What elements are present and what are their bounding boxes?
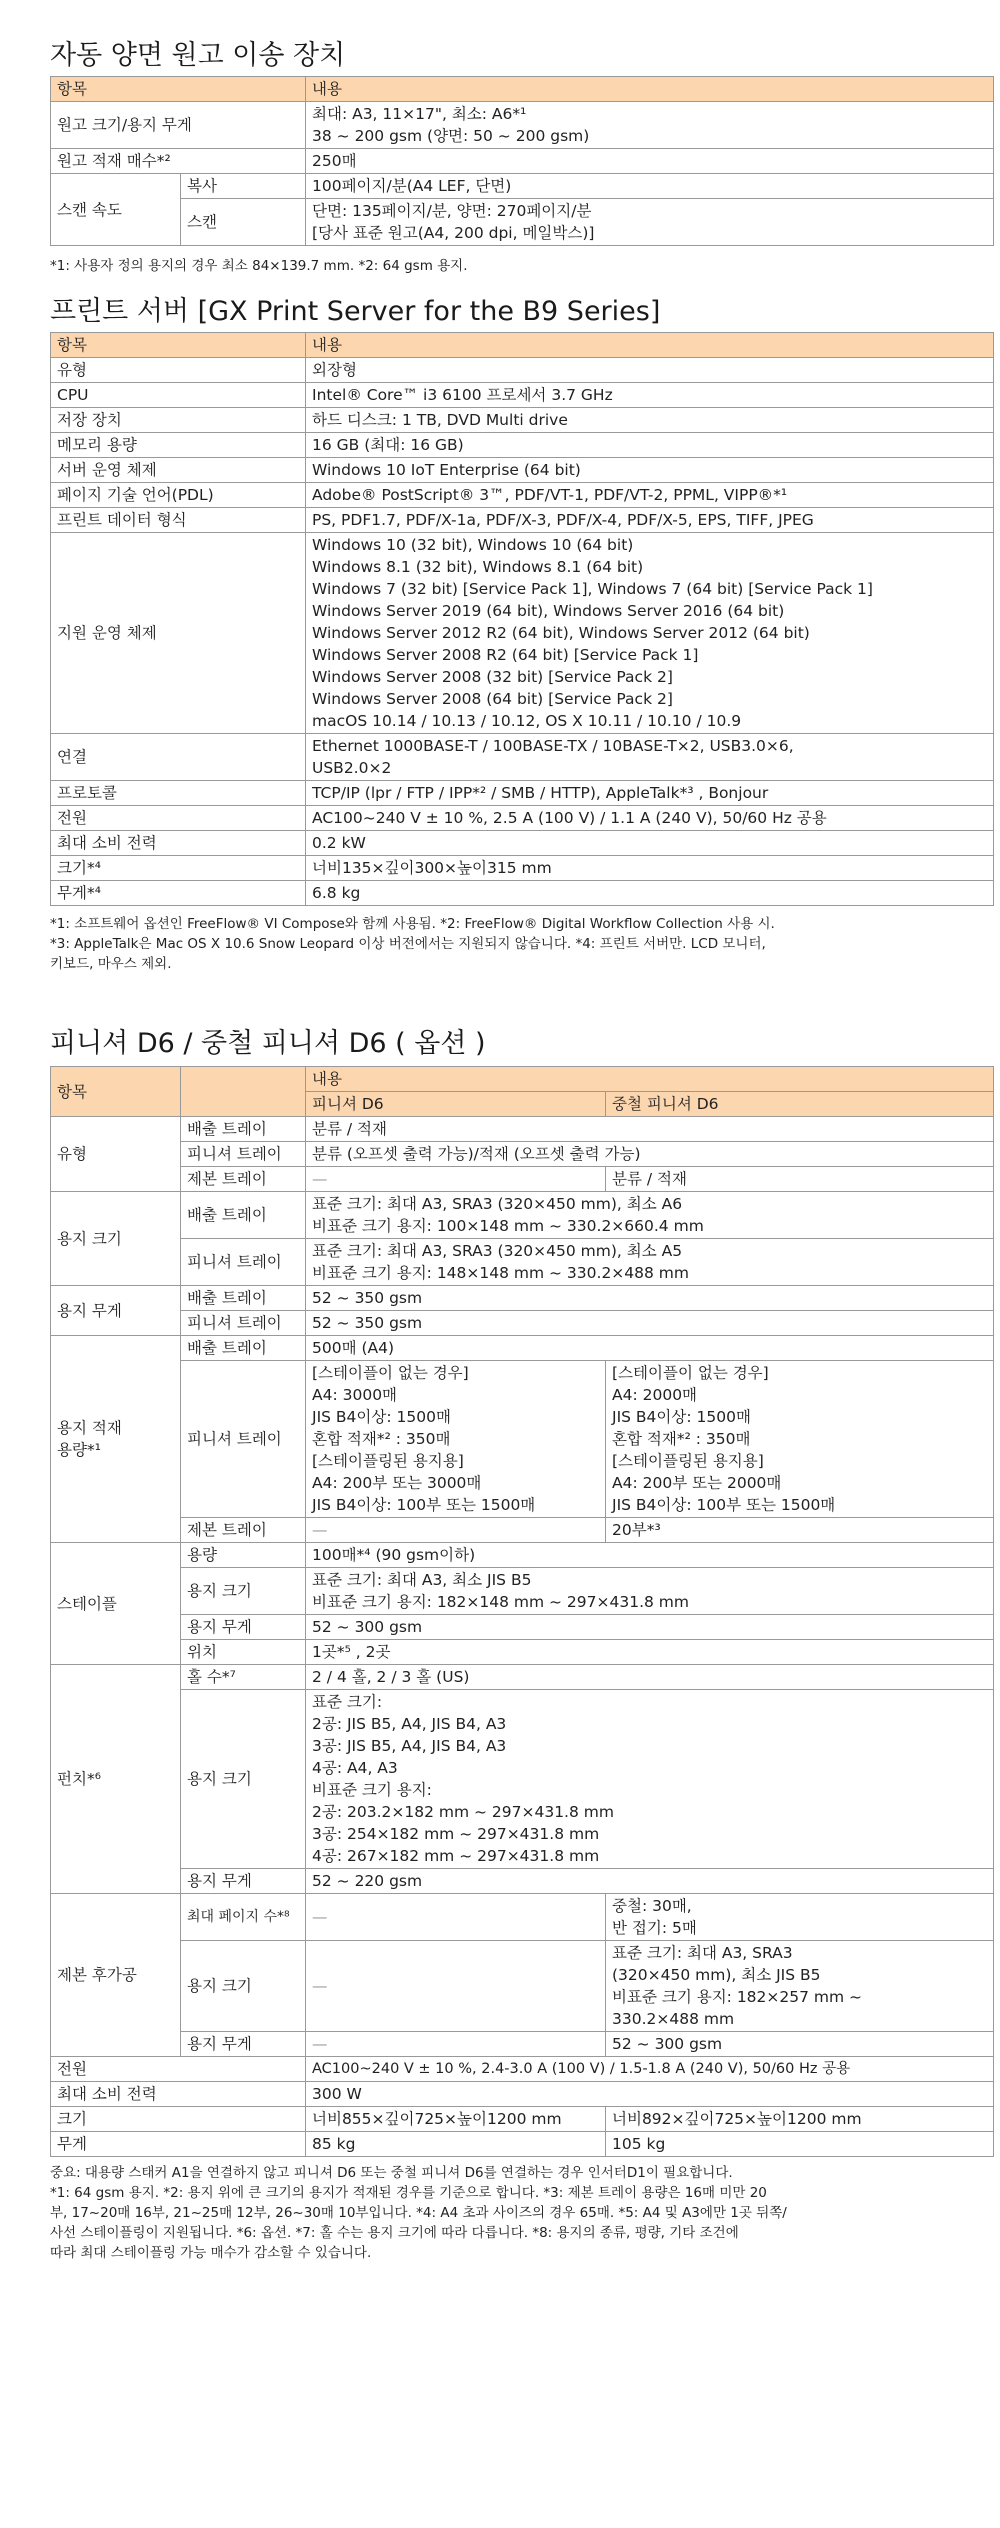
table-row [51,458,994,483]
header-content: 내용 [306,333,994,358]
value-line: Windows 7 (32 bit) [Service Pack 1], Windows 7 (64 bit) [Service Pack 1] [312,580,873,598]
value-line: [스테이플링된 용지용] [612,1452,764,1470]
row-label: 최대 소비 전력 [51,2082,306,2107]
table-row [51,1615,994,1640]
sub-label: 피니셔 트레이 [181,1361,306,1518]
row-value [306,1690,994,1869]
value-line: 하드 디스크: 1 TB, DVD Multi drive [312,411,568,429]
value-line: A4: 200부 또는 2000매 [612,1474,782,1492]
sub-label: 용지 크기 [181,1941,306,2032]
value-line: [당사 표준 원고(A4, 200 dpi, 메일박스)] [312,224,595,242]
row-value: 300 W [306,2082,994,2107]
table-row [51,483,994,508]
row-value [306,483,994,508]
sub-label: 제본 트레이 [181,1518,306,1543]
table-row [51,781,994,806]
sub-label: 스캔 [181,199,306,246]
value-line: JIS B4이상: 100부 또는 1500매 [612,1496,836,1514]
row-value [306,358,994,383]
finisher-title: 피니셔 D6 / 중철 피니셔 D6 ( 옵션 ) [50,1028,486,1059]
value-line: Windows Server 2008 R2 (64 bit) [Service Pack 1] [312,646,699,664]
value-line: 비표준 크기 용지: 148×148 mm ~ 330.2×488 mm [312,1264,690,1282]
sub-label: 배출 트레이 [181,1336,306,1361]
header-booklet-finisher-d6: 중철 피니셔 D6 [606,1092,994,1117]
server-table [50,332,994,906]
row-value: 1곳*⁵ , 2곳 [306,1640,994,1665]
value-line: Windows 10 (32 bit), Windows 10 (64 bit) [312,536,634,554]
row-label: 원고 크기/용지 무게 [51,102,306,149]
value-line: Windows 8.1 (32 bit), Windows 8.1 (64 bit) [312,558,644,576]
row-label [51,1336,181,1543]
value-line: 너비135×깊이300×높이315 mm [312,859,552,877]
row-value: 250매 [306,149,994,174]
table-row [51,533,994,734]
header-finisher-d6: 피니셔 D6 [306,1092,606,1117]
row-value [306,1239,994,1286]
header-item: 항목 [51,77,306,102]
row-value: 52 ~ 220 gsm [306,1869,994,1894]
row-value [306,199,994,246]
finisher-table [50,1066,994,2157]
sub-label: 용지 무게 [181,2032,306,2057]
sub-label: 용지 무게 [181,1615,306,1640]
row-value [306,533,994,734]
header-item: 항목 [51,333,306,358]
value-bd6 [606,1941,994,2032]
row-value: 52 ~ 350 gsm [306,1311,994,1336]
row-label: 스테이플 [51,1543,181,1665]
value-line: [스테이플링된 용지용] [312,1452,464,1470]
row-value [306,831,994,856]
table-row [51,1543,994,1568]
value-bd6 [606,1361,994,1518]
value-line: TCP/IP (lpr / FTP / IPP*² / SMB / HTTP), AppleTalk*³ , Bonjour [312,784,769,802]
row-label: 지원 운영 체제 [51,533,306,734]
row-value: 100페이지/분(A4 LEF, 단면) [306,174,994,199]
row-value: 분류 (오프셋 출력 가능)/적재 (오프셋 출력 가능) [306,1142,994,1167]
table-row [51,2057,994,2082]
row-value [306,508,994,533]
row-label: 유형 [51,1117,181,1192]
table-row [51,1192,994,1239]
value-line: JIS B4이상: 1500매 [312,1408,451,1426]
row-label: CPU [51,383,306,408]
table-row [51,1941,994,2032]
sub-label: 용지 무게 [181,1869,306,1894]
table-row [51,1568,994,1615]
row-label: 서버 운영 체제 [51,458,306,483]
row-label: 저장 장치 [51,408,306,433]
table-row [51,1361,994,1518]
sub-label: 피니셔 트레이 [181,1311,306,1336]
header-item: 항목 [51,1067,181,1117]
value-line: 330.2×488 mm [612,2010,735,2028]
value-line: Windows Server 2008 (64 bit) [Service Pack 2] [312,690,673,708]
table-row [51,199,994,246]
finisher-note: 사선 스테이플링이 지원됩니다. *6: 옵션. *7: 홀 수는 용지 크기에 따라 다릅니다. *8: 용지의 종류, 평량, 기타 조건에 [50,2225,739,2241]
value-line: 2공: JIS B5, A4, JIS B4, A3 [312,1715,507,1733]
value-line: [스테이플이 없는 경우] [312,1364,469,1382]
value-line: 표준 크기: 최대 A3, 최소 JIS B5 [312,1571,532,1589]
value-line: 단면: 135페이지/분, 양면: 270페이지/분 [312,202,592,220]
server-title: 프린트 서버 [GX Print Server for the B9 Series] [50,296,661,327]
row-label: 최대 소비 전력 [51,831,306,856]
table-row [51,2107,994,2132]
row-label: 무게*⁴ [51,881,306,906]
value-line: 비표준 크기 용지: 100×148 mm ~ 330.2×660.4 mm [312,1217,704,1235]
value-line: Windows Server 2008 (32 bit) [Service Pack 2] [312,668,673,686]
value-d6: — [306,1167,606,1192]
value-line: 4공: 267×182 mm ~ 297×431.8 mm [312,1847,600,1865]
value-line: 표준 크기: 최대 A3, SRA3 [612,1944,793,1962]
value-line: 중철: 30매, [612,1897,692,1915]
row-value [306,433,994,458]
sub-label: 용지 크기 [181,1568,306,1615]
value-bd6: 105 kg [606,2132,994,2157]
finisher-header-row [51,1067,994,1092]
value-line: 3공: JIS B5, A4, JIS B4, A3 [312,1737,507,1755]
value-line: JIS B4이상: 1500매 [612,1408,751,1426]
table-row [51,1894,994,1941]
value-line: (320×450 mm), 최소 JIS B5 [612,1966,821,1984]
value-bd6 [606,1894,994,1941]
finisher-note: 부, 17~20매 16부, 21~25매 12부, 26~30매 10부입니다. *4: A4 초과 사이즈의 경우 65매. *5: A4 및 A3에만 1곳 뒤쪽/ [50,2205,787,2221]
value-line: Adobe® PostScript® 3™, PDF/VT-1, PDF/VT-2, PPML, VIPP®*¹ [312,486,788,504]
row-label: 유형 [51,358,306,383]
sub-label: 배출 트레이 [181,1117,306,1142]
value-line: Windows Server 2019 (64 bit), Windows Server 2016 (64 bit) [312,602,785,620]
row-value [306,408,994,433]
row-value [306,856,994,881]
adf-header-row [51,77,994,102]
value-line: AC100~240 V ± 10 %, 2.5 A (100 V) / 1.1 A (240 V), 50/60 Hz 공용 [312,809,827,827]
label-line: 용량*¹ [57,1441,101,1459]
row-value: AC100~240 V ± 10 %, 2.4-3.0 A (100 V) / 1.5-1.8 A (240 V), 50/60 Hz 공용 [306,2057,994,2082]
sub-label: 배출 트레이 [181,1192,306,1239]
table-row [51,149,994,174]
value-d6: 너비855×깊이725×높이1200 mm [306,2107,606,2132]
sub-label: 배출 트레이 [181,1286,306,1311]
value-d6 [306,1361,606,1518]
value-line: Intel® Core™ i3 6100 프로세서 3.7 GHz [312,386,613,404]
row-label: 연결 [51,734,306,781]
row-value: 100매*⁴ (90 gsm이하) [306,1543,994,1568]
row-label: 스캔 속도 [51,174,181,246]
value-line: 16 GB (최대: 16 GB) [312,436,464,454]
row-value: 2 / 4 홀, 2 / 3 홀 (US) [306,1665,994,1690]
value-d6: — [306,1941,606,2032]
server-note: *3: AppleTalk은 Mac OS X 10.6 Snow Leopard 이상 버전에서는 지원되지 않습니다. *4: 프린트 서버만. LCD 모니터, [50,936,766,952]
value-line: A4: 3000매 [312,1386,398,1404]
value-line: 6.8 kg [312,884,361,902]
label-line: 용지 적재 [57,1419,122,1437]
value-line: 혼합 적재*² : 350매 [612,1430,751,1448]
value-bd6: 20부*³ [606,1518,994,1543]
server-header-row [51,333,994,358]
row-label: 크기 [51,2107,306,2132]
table-row [51,433,994,458]
value-line: JIS B4이상: 100부 또는 1500매 [312,1496,536,1514]
value-line: [스테이플이 없는 경우] [612,1364,769,1382]
finisher-note: 따라 최대 스테이플링 가능 매수가 감소할 수 있습니다. [50,2245,372,2261]
table-row [51,1665,994,1690]
value-line: Ethernet 1000BASE-T / 100BASE-TX / 10BASE-T×2, USB3.0×6, [312,737,794,755]
header-spacer [181,1067,306,1117]
row-value [306,734,994,781]
table-row [51,2032,994,2057]
sub-label: 용지 크기 [181,1690,306,1869]
row-label: 페이지 기술 언어(PDL) [51,483,306,508]
table-row [51,1117,994,1142]
value-line: 2공: 203.2×182 mm ~ 297×431.8 mm [312,1803,614,1821]
value-line: 0.2 kW [312,834,366,852]
value-line: 38 ~ 200 gsm (양면: 50 ~ 200 gsm) [312,127,590,145]
table-row [51,1167,994,1192]
value-bd6: 52 ~ 300 gsm [606,2032,994,2057]
row-value [306,806,994,831]
table-row [51,856,994,881]
table-row [51,358,994,383]
value-d6: — [306,1894,606,1941]
table-row [51,1518,994,1543]
row-value [306,458,994,483]
table-row [51,831,994,856]
value-d6: — [306,2032,606,2057]
value-line: 비표준 크기 용지: 182×257 mm ~ [612,1988,863,2006]
value-line: 4공: A4, A3 [312,1759,398,1777]
value-line: 표준 크기: [312,1693,383,1711]
value-line: 3공: 254×182 mm ~ 297×431.8 mm [312,1825,600,1843]
table-row [51,383,994,408]
server-note: 키보드, 마우스 제외. [50,956,172,972]
sub-label: 최대 페이지 수*⁸ [181,1894,306,1941]
value-line: 비표준 크기 용지: 182×148 mm ~ 297×431.8 mm [312,1593,690,1611]
row-value [306,881,994,906]
sub-label: 홀 수*⁷ [181,1665,306,1690]
table-row [51,1690,994,1869]
row-label: 프로토콜 [51,781,306,806]
value-line: 최대: A3, 11×17", 최소: A6*¹ [312,105,527,123]
row-value: 52 ~ 350 gsm [306,1286,994,1311]
row-label: 제본 후가공 [51,1894,181,2057]
row-label: 무게 [51,2132,306,2157]
sub-label: 용량 [181,1543,306,1568]
table-row [51,1336,994,1361]
table-row [51,1311,994,1336]
value-line: 표준 크기: 최대 A3, SRA3 (320×450 mm), 최소 A6 [312,1195,683,1213]
adf-title: 자동 양면 원고 이송 장치 [50,40,346,71]
adf-speed-table [50,173,994,246]
table-row [51,102,994,149]
row-value [306,781,994,806]
value-line: A4: 200부 또는 3000매 [312,1474,482,1492]
table-row [51,734,994,781]
table-row [51,1640,994,1665]
row-value: 500매 (A4) [306,1336,994,1361]
table-row [51,1142,994,1167]
table-row [51,1869,994,1894]
sub-label: 복사 [181,174,306,199]
row-value [306,102,994,149]
value-line: PS, PDF1.7, PDF/X-1a, PDF/X-3, PDF/X-4, PDF/X-5, EPS, TIFF, JPEG [312,511,814,529]
row-label: 용지 무게 [51,1286,181,1336]
value-line: 비표준 크기 용지: [312,1781,432,1799]
table-row [51,508,994,533]
row-value [306,383,994,408]
value-line: A4: 2000매 [612,1386,698,1404]
row-label: 메모리 용량 [51,433,306,458]
row-label: 원고 적재 매수*² [51,149,306,174]
header-content: 내용 [306,1067,994,1092]
value-line: Windows Server 2012 R2 (64 bit), Windows Server 2012 (64 bit) [312,624,810,642]
table-row [51,2132,994,2157]
sub-label: 피니셔 트레이 [181,1239,306,1286]
row-label: 전원 [51,2057,306,2082]
row-label: 펀치*⁶ [51,1665,181,1894]
row-value [306,1568,994,1615]
sub-label: 제본 트레이 [181,1167,306,1192]
row-label: 전원 [51,806,306,831]
row-label: 프린트 데이터 형식 [51,508,306,533]
server-note: *1: 소프트웨어 옵션인 FreeFlow® VI Compose와 함께 사용됨. *2: FreeFlow® Digital Workflow Collection 사용 시. [50,916,775,932]
value-line: 반 접기: 5매 [612,1919,697,1937]
table-row [51,806,994,831]
sub-label: 피니셔 트레이 [181,1142,306,1167]
finisher-note: 중요: 대용량 스태커 A1을 연결하지 않고 피니셔 D6 또는 중철 피니셔 D6를 연결하는 경우 인서터D1이 필요합니다. [50,2165,733,2181]
adf-table [50,76,994,174]
table-row [51,1286,994,1311]
row-label: 용지 크기 [51,1192,181,1286]
table-row [51,881,994,906]
finisher-note: *1: 64 gsm 용지. *2: 용지 위에 큰 크기의 용지가 적재된 경우를 기준으로 합니다. *3: 제본 트레이 용량은 16매 미만 20 [50,2185,767,2201]
header-content: 내용 [306,77,994,102]
value-d6: — [306,1518,606,1543]
sub-label: 위치 [181,1640,306,1665]
value-d6: 85 kg [306,2132,606,2157]
value-line: Windows 10 IoT Enterprise (64 bit) [312,461,581,479]
row-value: 52 ~ 300 gsm [306,1615,994,1640]
value-bd6: 분류 / 적재 [606,1167,994,1192]
table-row [51,408,994,433]
value-line: macOS 10.14 / 10.13 / 10.12, OS X 10.11 / 10.10 / 10.9 [312,712,742,730]
value-bd6: 너비892×깊이725×높이1200 mm [606,2107,994,2132]
table-row [51,174,994,199]
row-value: 분류 / 적재 [306,1117,994,1142]
value-line: USB2.0×2 [312,759,392,777]
value-line: 외장형 [312,361,357,379]
table-row [51,1239,994,1286]
value-line: 혼합 적재*² : 350매 [312,1430,451,1448]
table-row [51,2082,994,2107]
row-value [306,1192,994,1239]
row-label: 크기*⁴ [51,856,306,881]
adf-note: *1: 사용자 정의 용지의 경우 최소 84×139.7 mm. *2: 64 gsm 용지. [50,258,468,274]
value-line: 표준 크기: 최대 A3, SRA3 (320×450 mm), 최소 A5 [312,1242,683,1260]
